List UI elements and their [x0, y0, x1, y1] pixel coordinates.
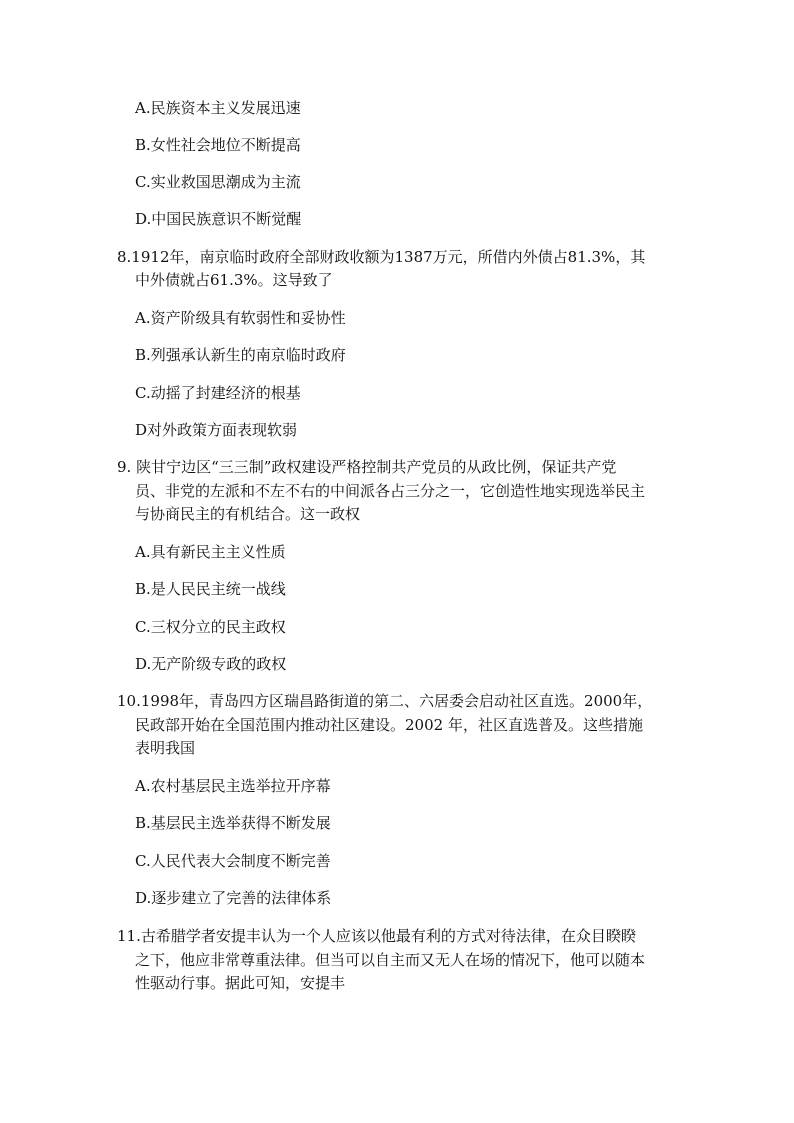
question-11-stem-line-1: 11.古希腊学者安提丰认为一个人应该以他最有利的方式对待法律，在众目睽睽 — [117, 927, 636, 945]
option-9-a: A.具有新民主主义性质 — [135, 543, 286, 561]
question-10-stem-line-1: 10.1998年，青岛四方区瑞昌路街道的第二、六居委会启动社区直选。2000年， — [117, 692, 653, 710]
question-9-stem-line-3: 与协商民主的有机结合。这一政权 — [135, 505, 361, 523]
option-9-d: D.无产阶级专政的政权 — [135, 655, 287, 673]
question-8-stem-line-2: 中外债就占61.3%。这导致了 — [135, 271, 333, 289]
option-9-c: C.三权分立的民主政权 — [135, 618, 286, 636]
option-10-d: D.逐步建立了完善的法律体系 — [135, 889, 332, 907]
option-10-c: C.人民代表大会制度不断完善 — [135, 852, 331, 870]
question-9-stem-line-2: 员、非党的左派和不左不右的中间派各占三分之一，它创造性地实现选举民主 — [135, 482, 646, 500]
option-7-c: C.实业救国思潮成为主流 — [135, 173, 301, 191]
question-11-stem-line-3: 性驱动行事。据此可知，安提丰 — [135, 974, 346, 992]
question-10-stem-line-3: 表明我国 — [135, 739, 196, 757]
option-8-b: B.列强承认新生的南京临时政府 — [135, 346, 346, 364]
question-8-stem-line-1: 8.1912年，南京临时政府全部财政收额为1387万元，所借内外债占81.3%，其 — [117, 248, 646, 266]
option-10-b: B.基层民主选举获得不断发展 — [135, 814, 331, 832]
option-10-a: A.农村基层民主选举拉开序幕 — [135, 777, 331, 795]
question-10-stem-line-2: 民政部开始在全国范围内推动社区建设。2002 年，社区直选普及。这些措施 — [135, 716, 643, 734]
option-8-d: D对外政策方面表现软弱 — [135, 421, 298, 439]
option-8-a: A.资产阶级具有软弱性和妥协性 — [135, 309, 346, 327]
question-11-stem-line-2: 之下，他应非常尊重法律。但当可以自主而又无人在场的情况下，他可以随本 — [135, 951, 646, 969]
option-7-b: B.女性社会地位不断提高 — [135, 136, 301, 154]
option-7-a: A.民族资本主义发展迅速 — [135, 99, 301, 117]
option-9-b: B.是人民民主统一战线 — [135, 580, 286, 598]
question-9-stem-line-1: 9. 陕甘宁边区“三三制”政权建设严格控制共产党员的从政比例，保证共产党 — [117, 458, 617, 476]
option-7-d: D.中国民族意识不断觉醒 — [135, 210, 302, 228]
option-8-c: C.动摇了封建经济的根基 — [135, 384, 301, 402]
